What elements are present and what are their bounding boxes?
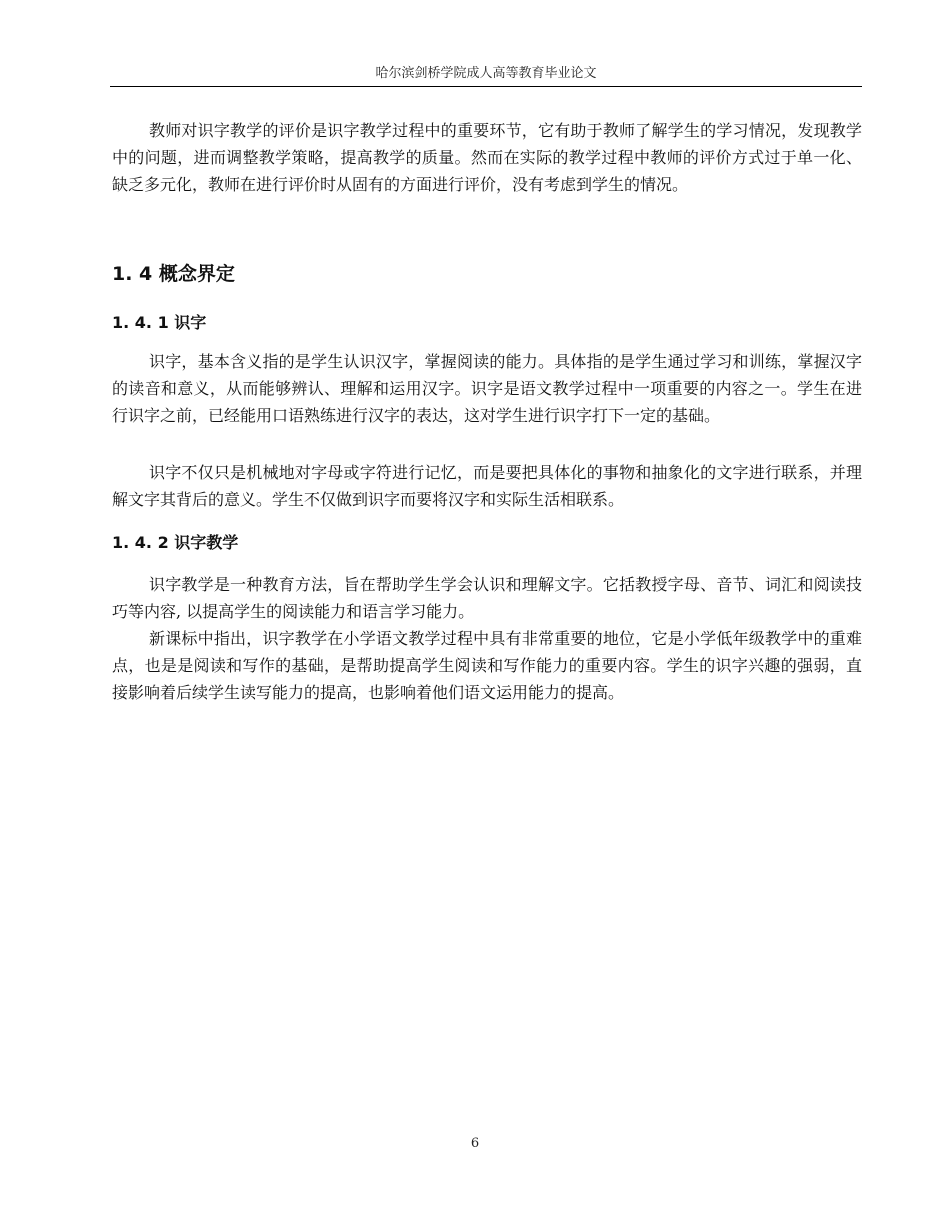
page-header: 哈尔滨剑桥学院成人高等教育毕业论文 (110, 66, 862, 87)
section-heading-1-4-1: 1. 4. 1 识字 (112, 313, 207, 332)
page-number: 6 (470, 1136, 480, 1151)
intro-paragraph: 教师对识字教学的评价是识字教学过程中的重要环节，它有助于教师了解学生的学习情况，发现教学中的问题，进而调整教学策略，提高教学的质量。然而在实际的教学过程中教师的评价方式过于单一化、缺乏多元化，教师在进行评价时从固有的方面进行评价，没有考虑到学生的情况。 (112, 121, 862, 194)
paragraph-1-4-1-first: 识字，基本含义指的是学生认识汉字，掌握阅读的能力。具体指的是学生通过学习和训练，掌握汉字的读音和意义，从而能够辨认、理解和运用汉字。识字是语文教学过程中一项重要的内容之一。学生在进行识字之前，已经能用口语熟练进行汉字的表达，这对学生进行识字打下一定的基础。 (112, 352, 862, 425)
section-heading-1-4: 1. 4 概念界定 (112, 263, 235, 285)
section-heading-1-4-2: 1. 4. 2 识字教学 (112, 533, 239, 552)
paragraph-1-4-1-second: 识字不仅只是机械地对字母或字符进行记忆，而是要把具体化的事物和抽象化的文字进行联系，并理解文字其背后的意义。学生不仅做到识字而要将汉字和实际生活相联系。 (112, 463, 862, 509)
paragraph-1-4-2-first: 识字教学是一种教育方法，旨在帮助学生学会认识和理解文字。它括教授字母、音节、词汇和阅读技巧等内容, 以提高学生的阅读能力和语言学习能力。 (112, 575, 862, 621)
paragraph-1-4-2-second: 新课标中指出，识字教学在小学语文教学过程中具有非常重要的地位，它是小学低年级教学中的重难点，也是是阅读和写作的基础，是帮助提高学生阅读和写作能力的重要内容。学生的识字兴趣的强弱，直接影响着后续学生读写能力的提高，也影响着他们语文运用能力的提高。 (112, 629, 862, 702)
